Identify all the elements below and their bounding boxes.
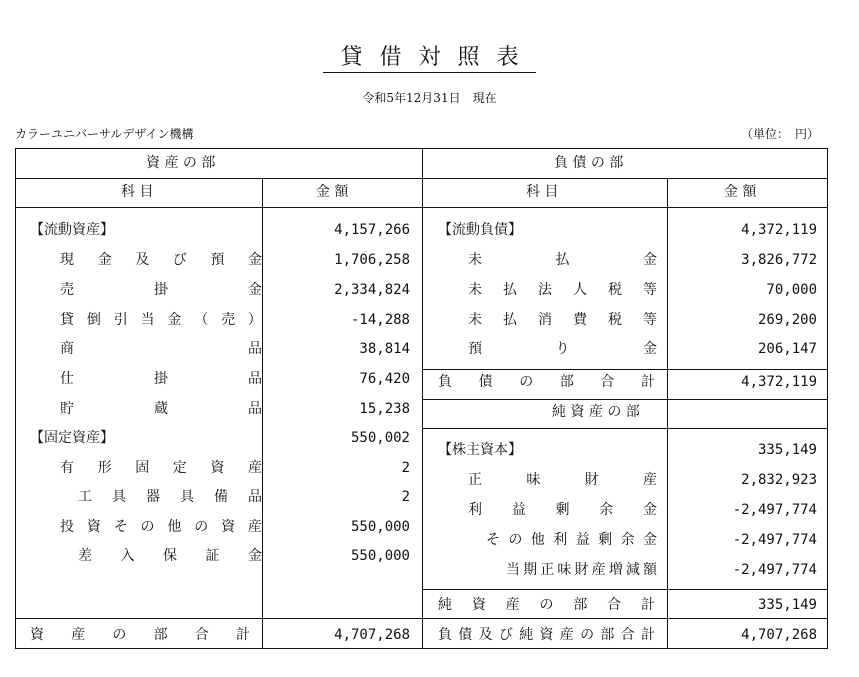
liabilities-row-label: 預 り 金 (468, 341, 657, 357)
assets-row-label: 貸 倒 引 当 金 （ 売 ） (60, 312, 262, 328)
document-title: 貸借対照表 (0, 40, 859, 71)
assets-total-label: 資 産 の 部 合 計 (30, 627, 250, 643)
net-assets-row-label: 利 益 剰 余 金 (468, 502, 657, 518)
assets-row-label: 仕 掛 品 (60, 371, 262, 387)
liabilities-row-label: 未 払 金 (468, 252, 657, 268)
liabilities-col-amount: 金 額 (724, 184, 757, 200)
liabilities-row-label: 【流動負債】 (438, 222, 522, 238)
assets-row-label: 現 金 及 び 預 金 (60, 252, 262, 268)
assets-row-amount: 550,000 (350, 519, 410, 535)
assets-col-amount: 金 額 (316, 184, 349, 200)
liabilities-section-header: 負 債 の 部 (554, 155, 624, 171)
net-assets-section-header: 純 資 産 の 部 (552, 404, 640, 420)
assets-row-amount: 2 (401, 489, 410, 505)
assets-section-header: 資 産 の 部 (146, 155, 216, 171)
assets-row-amount: 2 (401, 460, 410, 476)
assets-row-amount: 4,157,266 (334, 222, 410, 238)
liabilities-row-amount: 4,372,119 (741, 222, 817, 238)
assets-row-label: 有 形 固 定 資 産 (60, 460, 262, 476)
assets-row-amount: -14,288 (350, 312, 410, 328)
assets-row-label: 【流動資産】 (30, 222, 114, 238)
assets-row-amount: 550,002 (350, 430, 410, 446)
net-assets-row-label: 当 期 正 味 財 産 増 減 額 (506, 562, 657, 578)
grand-total-amount: 4,707,268 (741, 627, 817, 643)
net-assets-row-label: 【株主資本】 (438, 442, 522, 458)
liabilities-row-amount: 70,000 (766, 282, 817, 298)
net-assets-row-amount: -2,497,774 (732, 562, 817, 578)
net-assets-total-label: 純 資 産 の 部 合 計 (438, 597, 655, 613)
assets-row-label: 差 入 保 証 金 (78, 548, 262, 564)
net-assets-row-amount: 335,149 (757, 442, 817, 458)
assets-col-item: 科 目 (121, 184, 154, 200)
assets-total-amount: 4,707,268 (334, 627, 410, 643)
assets-row-label: 工 具 器 具 備 品 (78, 489, 262, 505)
assets-row-label: 投 資 そ の 他 の 資 産 (60, 519, 262, 535)
assets-row-amount: 2,334,824 (334, 282, 410, 298)
liabilities-row-amount: 3,826,772 (741, 252, 817, 268)
assets-row-label: 商 品 (60, 341, 262, 357)
liabilities-total-amount: 4,372,119 (741, 374, 817, 390)
grand-total-label: 負 債 及 び 純 資 産 の 部 合 計 (438, 627, 655, 643)
assets-row-amount: 1,706,258 (334, 252, 410, 268)
assets-row-amount: 15,238 (359, 401, 410, 417)
liabilities-row-label: 未 払 消 費 税 等 (468, 312, 657, 328)
net-assets-row-label: そ の 他 利 益 剰 余 金 (486, 532, 657, 548)
liabilities-row-amount: 269,200 (757, 312, 817, 328)
net-assets-total-amount: 335,149 (757, 597, 817, 613)
assets-row-label: 【固定資産】 (30, 430, 114, 446)
company-name: カラーユニバーサルデザイン機構 (15, 127, 194, 141)
assets-row-amount: 38,814 (359, 341, 410, 357)
liabilities-col-item: 科 目 (526, 184, 559, 200)
net-assets-row-label: 正 味 財 産 (468, 472, 657, 488)
assets-row-amount: 550,000 (350, 548, 410, 564)
net-assets-row-amount: -2,497,774 (732, 532, 817, 548)
balance-sheet-table (15, 148, 828, 649)
assets-row-amount: 76,420 (359, 371, 410, 387)
net-assets-row-amount: -2,497,774 (732, 502, 817, 518)
assets-row-label: 売 掛 金 (60, 282, 262, 298)
liabilities-total-label: 負 債 の 部 合 計 (438, 374, 655, 390)
unit-label: （単位： 円） (740, 127, 819, 141)
report-date: 令和5年12月31日 現在 (362, 91, 497, 105)
net-assets-row-amount: 2,832,923 (741, 472, 817, 488)
liabilities-row-amount: 206,147 (757, 341, 817, 357)
assets-row-label: 貯 蔵 品 (60, 401, 262, 417)
liabilities-row-label: 未 払 法 人 税 等 (468, 282, 657, 298)
